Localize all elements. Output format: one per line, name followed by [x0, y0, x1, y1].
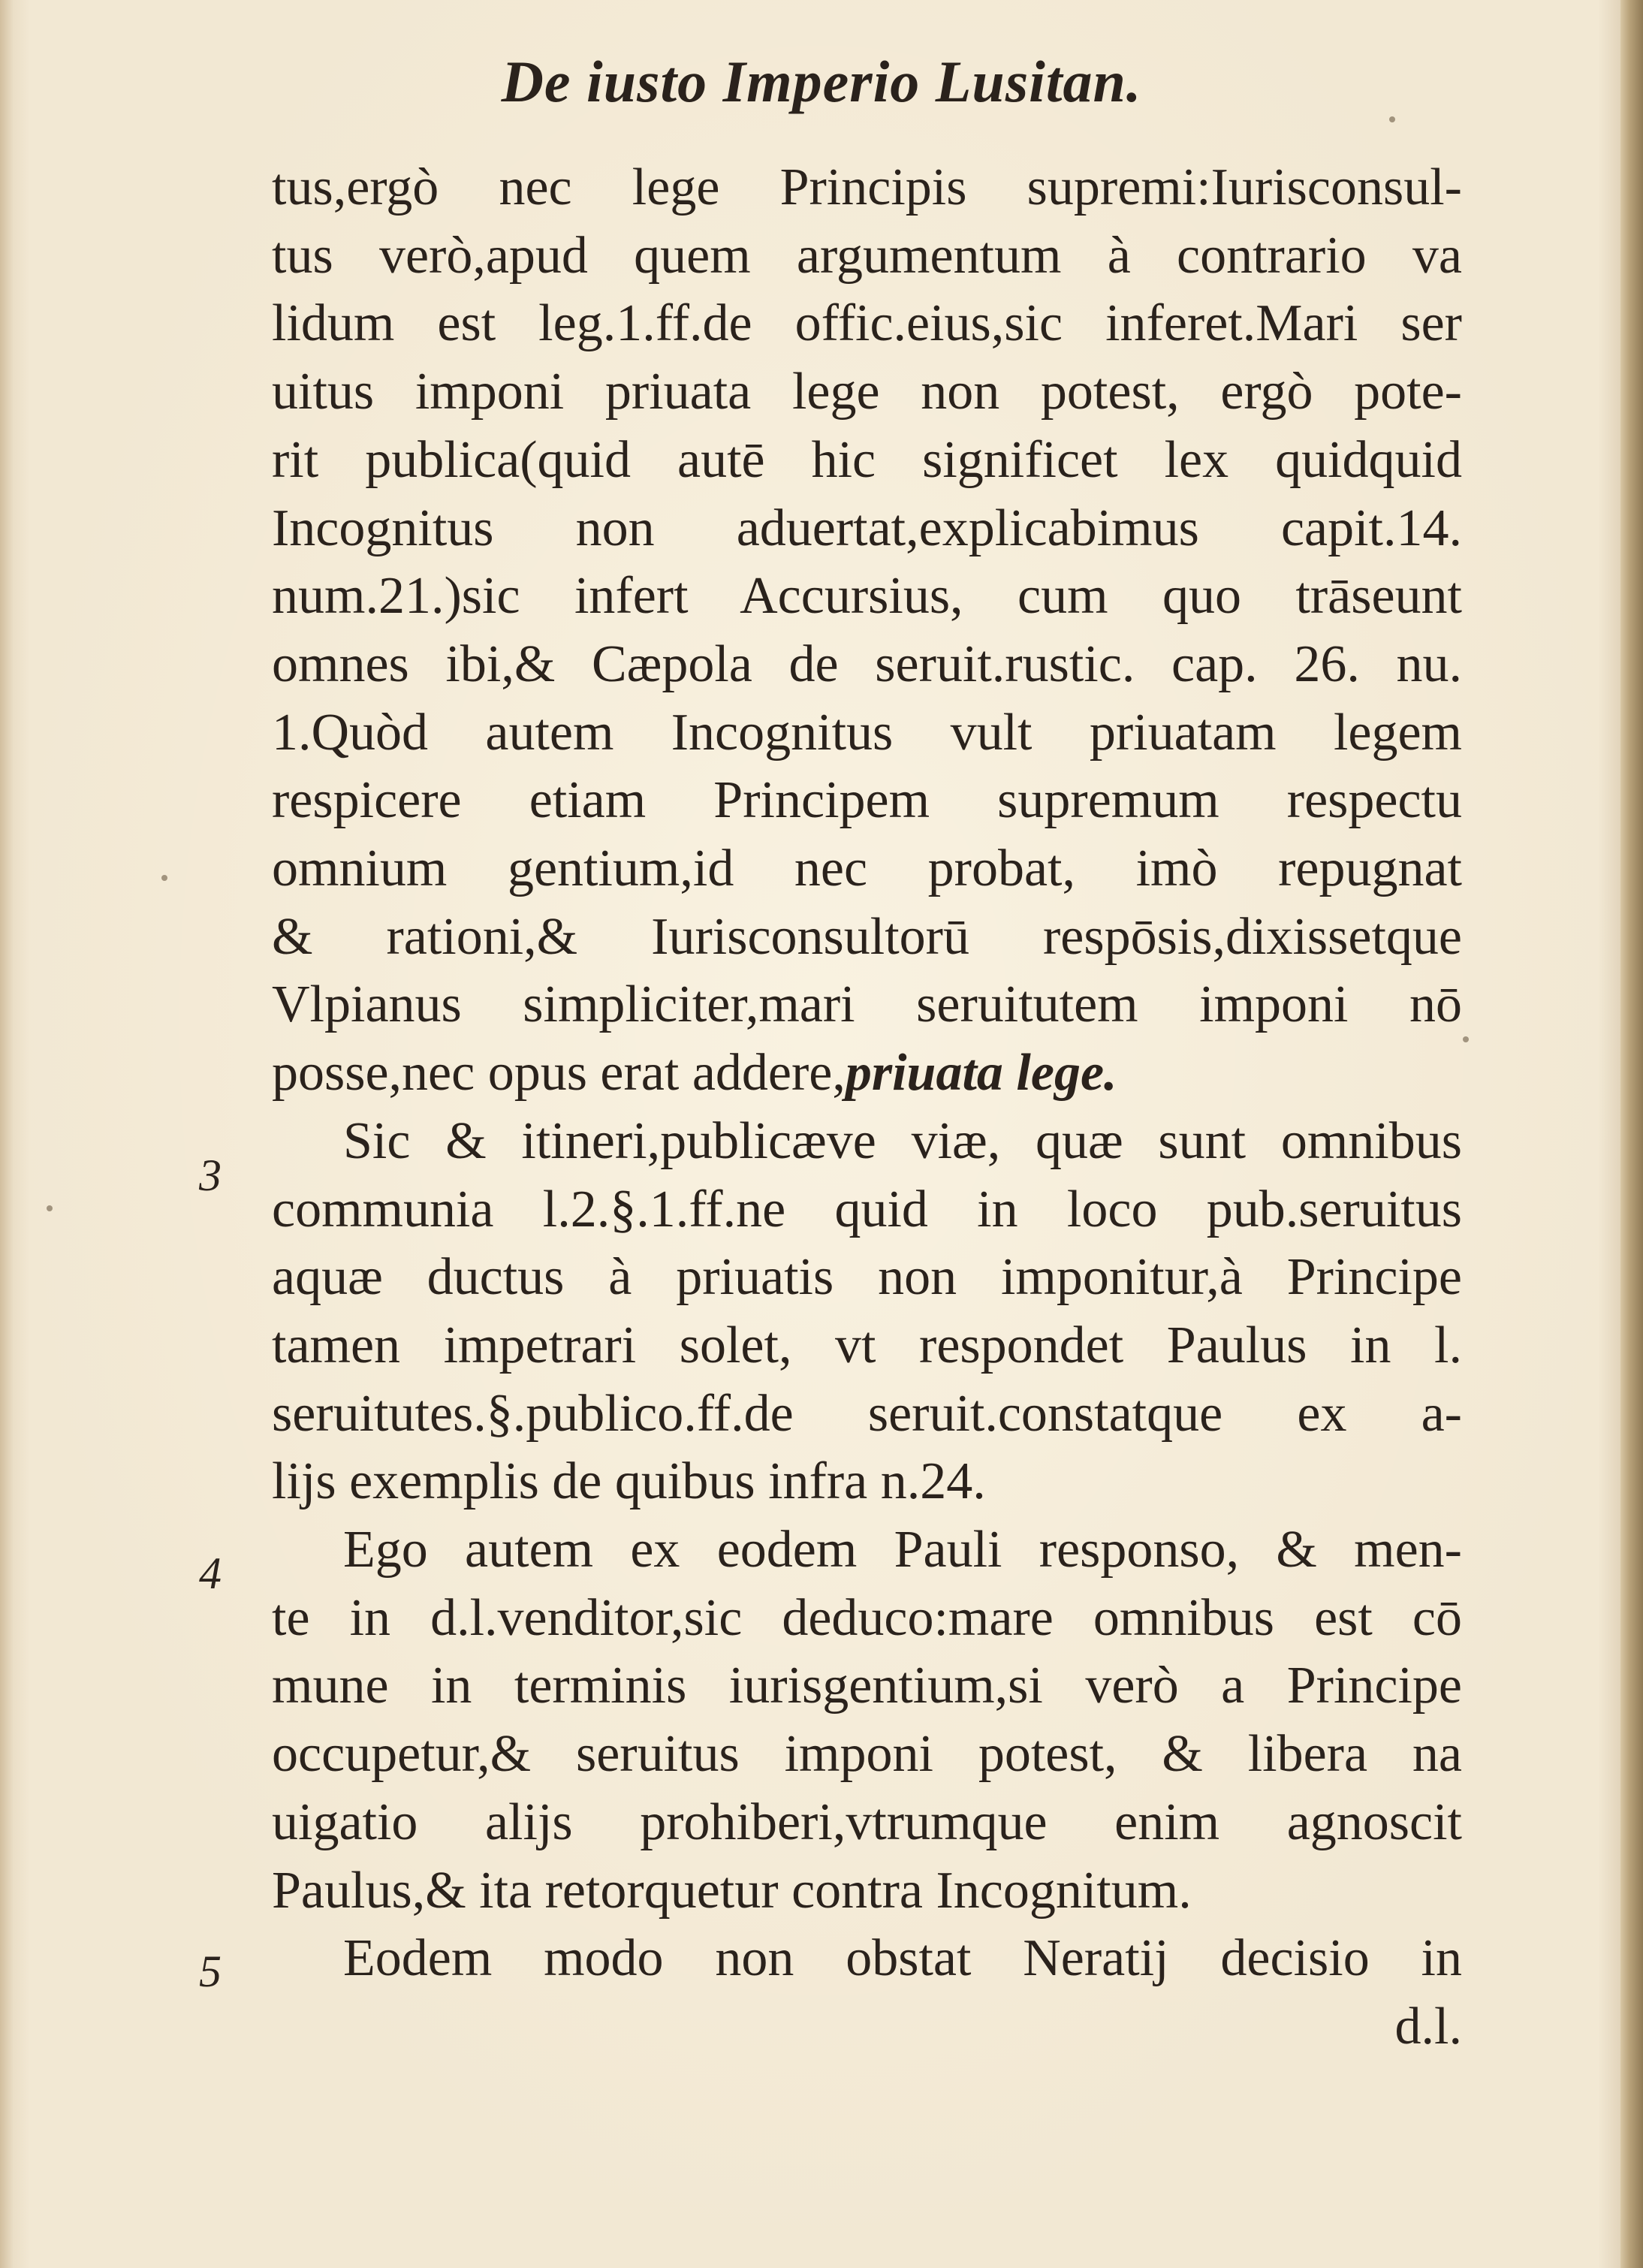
body-text — [272, 154, 1462, 2061]
paper-speck — [161, 875, 167, 881]
text-line: tus,ergò nec lege Principis supremi:Iurisconsul- — [272, 158, 1462, 216]
text-line: te in d.l.venditor,sic deduco:mare omnibus est cō — [272, 1588, 1462, 1647]
margin-number: 4 — [199, 1549, 222, 1598]
paragraph-start-line: Sic & itineri,publicæve viæ, quæ sunt omnibus — [343, 1111, 1462, 1170]
text-line: occupetur,& seruitus imponi potest, & libera na — [272, 1725, 1462, 1784]
paragraph-start-line: Ego autem ex eodem Pauli responso, & men- — [343, 1521, 1462, 1579]
text-line: tamen impetrari solet, vt respondet Paulus in l. — [272, 1316, 1462, 1374]
text-line: Incognitus non aduertat,explicabimus capit.14. — [272, 499, 1462, 557]
text-line: seruitutes.§.publico.ff.de seruit.constatque ex a- — [272, 1384, 1462, 1443]
paragraph-start-line: Eodem modo non obstat Neratij decisio in — [343, 1929, 1462, 1988]
text-line: uitus imponi priuata lege non potest, ergò pote- — [272, 363, 1462, 421]
text-line: omnes ibi,& Cæpola de seruit.rustic. cap. 26. nu. — [272, 635, 1462, 693]
running-head: De iusto Imperio Lusitan. — [501, 49, 1142, 114]
text-line: communia l.2.§.1.ff.ne quid in loco pub.seruitus — [272, 1180, 1462, 1238]
italic-phrase: priuata lege. — [845, 1044, 1117, 1102]
text-line: rit publica(quid autē hic significet lex quidquid — [272, 430, 1462, 489]
text-line: Vlpianus simpliciter,mari seruitutem imponi nō — [272, 976, 1462, 1034]
text-line: lidum est leg.1.ff.de offic.eius,sic inferet.Mari ser — [272, 294, 1462, 353]
text-line: omnium gentium,id nec probat, imò repugnat — [272, 840, 1462, 898]
text-line: & rationi,& Iurisconsultorū respōsis,dixissetque — [272, 907, 1462, 966]
paper-speck — [1463, 1036, 1469, 1042]
text-line: 1.Quòd autem Incognitus vult priuatam legem — [272, 703, 1462, 762]
text-line: Paulus,& ita retorquetur contra Incognitum. — [272, 1861, 1192, 1920]
text-line: num.21.)sic infert Accursius, cum quo trāseunt — [272, 567, 1462, 626]
text-line: uigatio alijs prohiberi,vtrumque enim agnoscit — [272, 1793, 1462, 1851]
paper-speck — [1389, 116, 1395, 122]
page-edge — [1620, 0, 1643, 2268]
catchword: d.l. — [1394, 1997, 1462, 2055]
margin-number: 5 — [199, 1947, 222, 1996]
text-line — [272, 1039, 1462, 1108]
text-line: lijs exemplis de quibus infra n.24. — [272, 1452, 986, 1511]
text-line: aquæ ductus à priuatis non imponitur,à Principe — [272, 1248, 1462, 1307]
text-line: tus verò,apud quem argumentum à contrario va — [272, 226, 1462, 285]
text-line: respicere etiam Principem supremum respectu — [272, 771, 1462, 830]
paper-speck — [47, 1205, 53, 1211]
text-line: mune in terminis iurisgentium,si verò a Principe — [272, 1657, 1462, 1715]
text-segment: posse,nec opus erat addere, — [272, 1044, 846, 1102]
margin-number: 3 — [199, 1151, 222, 1200]
